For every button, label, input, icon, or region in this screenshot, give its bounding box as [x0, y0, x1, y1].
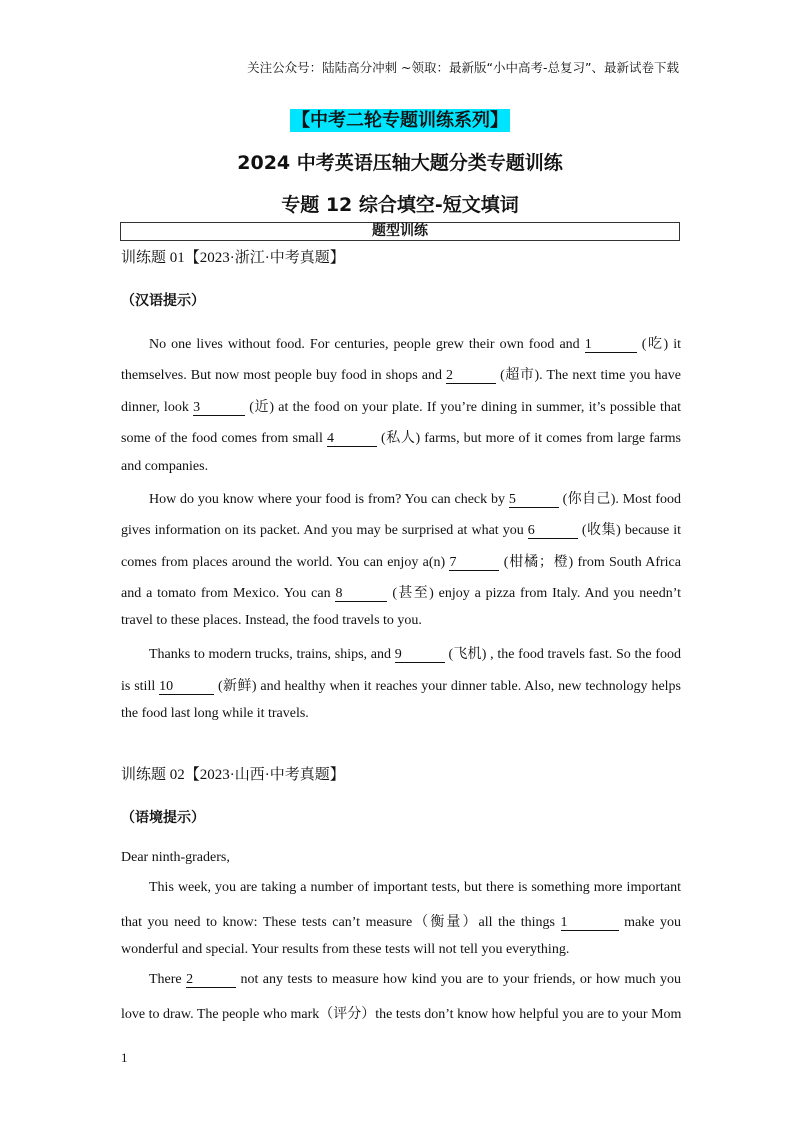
page-header: 关注公众号：陆陆高分冲刺 ~领取：最新版“小中高考-总复习”、最新试卷下载	[247, 60, 679, 75]
blank-ex2-1[interactable]: 1	[561, 916, 619, 931]
ex1-line-8: comes from places around the world. You can enjoy a(n) 7 (柑橘；橙) from South Africa	[121, 555, 681, 570]
blank-2[interactable]: 2	[446, 369, 496, 384]
ex1-line-6: How do you know where your food is from? You can check by 5 (你自己). Most food	[149, 492, 681, 507]
exercise-2-hint: （语境提示）	[121, 810, 205, 826]
ex1-line-11: Thanks to modern trucks, trains, ships, and 9 (飞机) , the food travels fast. So the food	[149, 647, 681, 662]
exercise-2-heading: 训练题 02【2023·山西·中考真题】	[121, 767, 345, 783]
section-box: 题型训练	[120, 222, 680, 241]
page-title: 2024 中考英语压轴大题分类专题训练	[237, 152, 563, 174]
page-subtitle: 专题 12 综合填空-短文填词	[281, 194, 519, 216]
ex1-line-12: is still 10 (新鲜) and healthy when it reaches your dinner table. Also, new technology helps	[121, 679, 681, 694]
page-number: 1	[121, 1050, 128, 1065]
blank-5[interactable]: 5	[509, 493, 559, 508]
ex2-line-4: wonderful and special. Your results from these tests will not tell you everything.	[121, 942, 570, 957]
ex1-line-3: dinner, look 3 (近) at the food on your plate. If you’re dining in summer, it’s possible that	[121, 400, 682, 415]
ex2-line-6: love to draw. The people who mark（评分）the tests don’t know how helpful you are to your Mom	[121, 1007, 682, 1022]
ex1-line-13: the food last long while it travels.	[121, 706, 309, 721]
ex2-line-5: There 2 not any tests to measure how kind you are to your friends, or how much you	[149, 972, 682, 987]
ex2-line-2: This week, you are taking a number of important tests, but there is something more important	[149, 880, 681, 895]
blank-6[interactable]: 6	[528, 524, 578, 539]
ex1-line-1: No one lives without food. For centuries, people grew their own food and 1 (吃) it	[149, 337, 682, 352]
ex1-line-2: themselves. But now most people buy food in shops and 2 (超市). The next time you have	[121, 368, 681, 383]
blank-1[interactable]: 1	[585, 338, 637, 353]
blank-7[interactable]: 7	[449, 556, 499, 571]
series-banner: 【中考二轮专题训练系列】	[292, 110, 508, 131]
exercise-1-hint: （汉语提示）	[121, 293, 205, 309]
ex2-line-1: Dear ninth-graders,	[121, 850, 230, 865]
ex2-line-3: that you need to know: These tests can’t measure（衡量）all the things 1 make you	[121, 915, 681, 930]
blank-3[interactable]: 3	[193, 401, 245, 416]
blank-10[interactable]: 10	[159, 680, 214, 695]
ex1-line-5: and companies.	[121, 459, 209, 474]
ex1-line-10: travel to these places. Instead, the food travels to you.	[121, 613, 422, 628]
ex1-line-9: and a tomato from Mexico. You can 8 (甚至) enjoy a pizza from Italy. And you needn’t	[121, 586, 682, 601]
blank-ex2-2[interactable]: 2	[186, 973, 236, 988]
ex1-line-4: some of the food comes from small 4 (私人) farms, but more of it comes from large farms	[121, 431, 681, 446]
exercise-1-heading: 训练题 01【2023·浙江·中考真题】	[121, 250, 345, 266]
blank-8[interactable]: 8	[335, 587, 387, 602]
blank-9[interactable]: 9	[395, 648, 445, 663]
blank-4[interactable]: 4	[327, 432, 377, 447]
ex1-line-7: gives information on its packet. And you may be surprised at what you 6 (收集) because it	[121, 523, 681, 538]
